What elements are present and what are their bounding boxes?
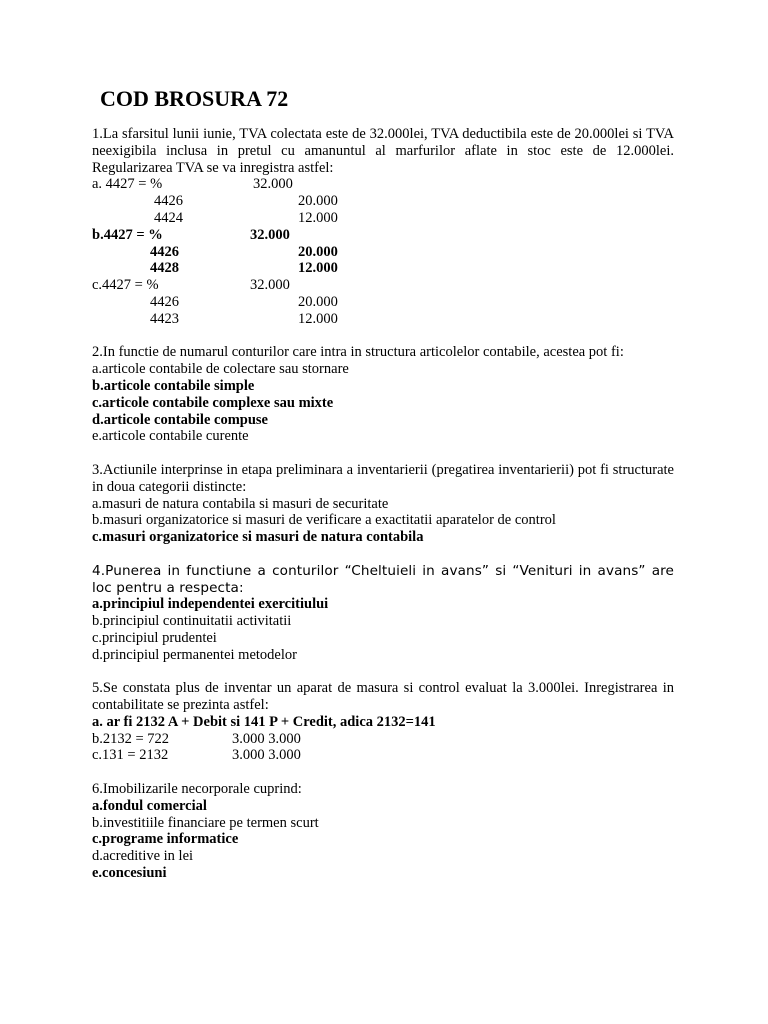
question-6: [92, 781, 674, 882]
q1-option-b-row: [92, 244, 674, 261]
question-4: [92, 563, 674, 664]
question-1-text: 1.La sfarsitul lunii iunie, TVA colectata este de 32.000lei, TVA deductibila este de 20.000lei si TVA neexigibila inclusa in pretul cu amanuntul al marfurilor aflate in stoc este de 12.000lei. Regularizarea TVA se va inregistra astfel:: [92, 126, 674, 176]
q2-option-d: d.articole contabile compuse: [92, 411, 268, 428]
q2-option-a: a.articole contabile de colectare sau stornare: [92, 361, 349, 378]
q1-a-row2-value: 12.000: [298, 209, 338, 226]
q5-c-value: 3.000 3.000: [232, 747, 301, 764]
q1-c-row2-value: 12.000: [298, 310, 338, 327]
question-5: [92, 680, 674, 764]
q1-option-c-header: [92, 277, 674, 294]
q1-option-c-row: [92, 294, 674, 311]
q2-option-b: b.articole contabile simple: [92, 377, 255, 394]
q5-b-label: b.2132 = 722: [92, 730, 170, 747]
q6-option-b: b.investitiile financiare pe termen scurt: [92, 814, 319, 831]
q1-a-row1-value: 20.000: [298, 193, 338, 210]
q3-option-b: b.masuri organizatorice si masuri de verificare a exactitatii aparatelor de control: [92, 512, 556, 529]
q1-c-head-label: c.4427 = %: [92, 277, 159, 294]
q1-b-row1-account: 4426: [150, 243, 179, 260]
q1-b-row2-value: 12.000: [298, 260, 338, 277]
q1-b-row2-account: 4428: [150, 260, 179, 277]
q1-option-a-row: [92, 210, 674, 227]
q6-option-e: e.concesiuni: [92, 865, 167, 882]
question-6-text: 6.Imobilizarile necorporale cuprind:: [92, 781, 302, 798]
q5-option-b: [92, 731, 674, 748]
q4-option-d: d.principiul permanentei metodelor: [92, 646, 297, 663]
q1-c-row1-account: 4426: [150, 293, 179, 310]
q5-option-c: [92, 747, 674, 764]
question-1: [92, 126, 674, 328]
q1-c-row2-account: 4423: [150, 310, 179, 327]
question-3: [92, 462, 674, 546]
q4-option-c: c.principiul prudentei: [92, 629, 217, 646]
q1-a-row1-account: 4426: [154, 193, 183, 210]
q1-b-row1-value: 20.000: [298, 243, 338, 260]
q1-a-head-label: a. 4427 = %: [92, 176, 163, 193]
q1-b-head-value: 32.000: [250, 226, 290, 243]
q5-b-value: 3.000 3.000: [232, 730, 301, 747]
q1-option-b-header: [92, 227, 674, 244]
q1-a-row2-account: 4424: [154, 209, 183, 226]
q6-option-c: c.programe informatice: [92, 831, 239, 848]
q1-option-b-row: [92, 260, 674, 277]
q3-option-c: c.masuri organizatorice si masuri de natura contabila: [92, 529, 424, 546]
q1-c-head-value: 32.000: [250, 277, 290, 294]
q6-option-d: d.acreditive in lei: [92, 848, 194, 865]
q1-a-head-value: 32.000: [253, 176, 293, 193]
q1-c-row1-value: 20.000: [298, 293, 338, 310]
q1-option-a-row: [92, 193, 674, 210]
question-3-text: 3.Actiunile interprinse in etapa preliminara a inventarierii (pregatirea inventarierii) pot fi structurate in doua categorii distincte:: [92, 461, 674, 495]
q2-option-c: c.articole contabile complexe sau mixte: [92, 394, 334, 411]
q5-option-a: a. ar fi 2132 A + Debit si 141 P + Credit, adica 2132=141: [92, 713, 436, 730]
q1-b-head-label: b.4427 = %: [92, 226, 163, 243]
q3-option-a: a.masuri de natura contabila si masuri de securitate: [92, 495, 389, 512]
q6-option-a: a.fondul comercial: [92, 797, 207, 814]
question-2: [92, 344, 674, 445]
question-5-text: 5.Se constata plus de inventar un aparat de masura si control evaluat la 3.000lei. Inregistrarea in contabilitate se prezinta astfel:: [92, 680, 674, 714]
document-content: [92, 126, 674, 899]
q1-option-c-row: [92, 311, 674, 328]
q5-c-label: c.131 = 2132: [92, 747, 169, 764]
question-4-text: 4.Punerea in functiune a conturilor “Cheltuieli in avans” si “Venituri in avans” are loc pentru a respecta:: [92, 562, 674, 596]
q4-option-a: a.principiul independentei exercitiului: [92, 596, 329, 613]
q1-option-a-header: [92, 176, 674, 193]
q4-option-b: b.principiul continuitatii activitatii: [92, 613, 292, 630]
page-title: COD BROSURA 72: [100, 86, 289, 111]
q2-option-e: e.articole contabile curente: [92, 428, 249, 445]
question-2-text: 2.In functie de numarul conturilor care intra in structura articolelor contabile, acestea pot fi:: [92, 344, 624, 361]
